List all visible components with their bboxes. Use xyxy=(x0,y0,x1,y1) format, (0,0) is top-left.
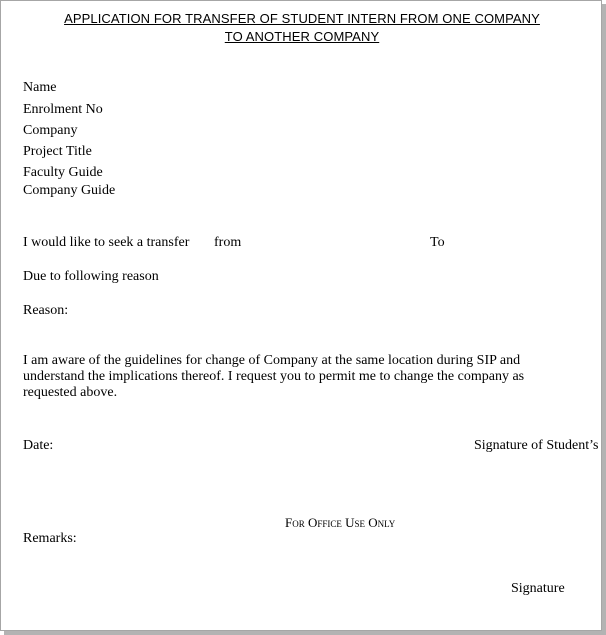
declaration-paragraph: I am aware of the guidelines for change of Company at the same location during SIP and understand the implications thereof. I request you to permit me to change the company as requested above. xyxy=(23,353,525,400)
due-to-reason-text: Due to following reason xyxy=(23,269,159,284)
form-title-line-1: APPLICATION FOR TRANSFER OF STUDENT INTERN FROM ONE COMPANY xyxy=(64,11,540,26)
field-company-guide-label: Company Guide xyxy=(23,183,116,198)
transfer-from-label: from xyxy=(214,235,242,250)
form-title xyxy=(11,10,593,46)
reason-label: Reason: xyxy=(23,303,69,318)
field-project-title-label: Project Title xyxy=(23,144,92,159)
field-company-label: Company xyxy=(23,123,78,138)
date-label: Date: xyxy=(23,438,54,453)
field-faculty-guide-label: Faculty Guide xyxy=(23,165,103,180)
transfer-to-label: To xyxy=(430,235,445,250)
office-use-heading: For Office Use Only xyxy=(285,515,396,530)
office-signature-label: Signature xyxy=(511,581,565,596)
field-enrolment-no-label: Enrolment No xyxy=(23,102,103,117)
student-signature-label: Signature of Student’s xyxy=(474,438,599,453)
transfer-request-text: I would like to seek a transfer xyxy=(23,235,190,250)
field-name-label: Name xyxy=(23,80,57,95)
remarks-label: Remarks: xyxy=(23,531,77,546)
form-title-line-2: TO ANOTHER COMPANY xyxy=(224,29,380,44)
